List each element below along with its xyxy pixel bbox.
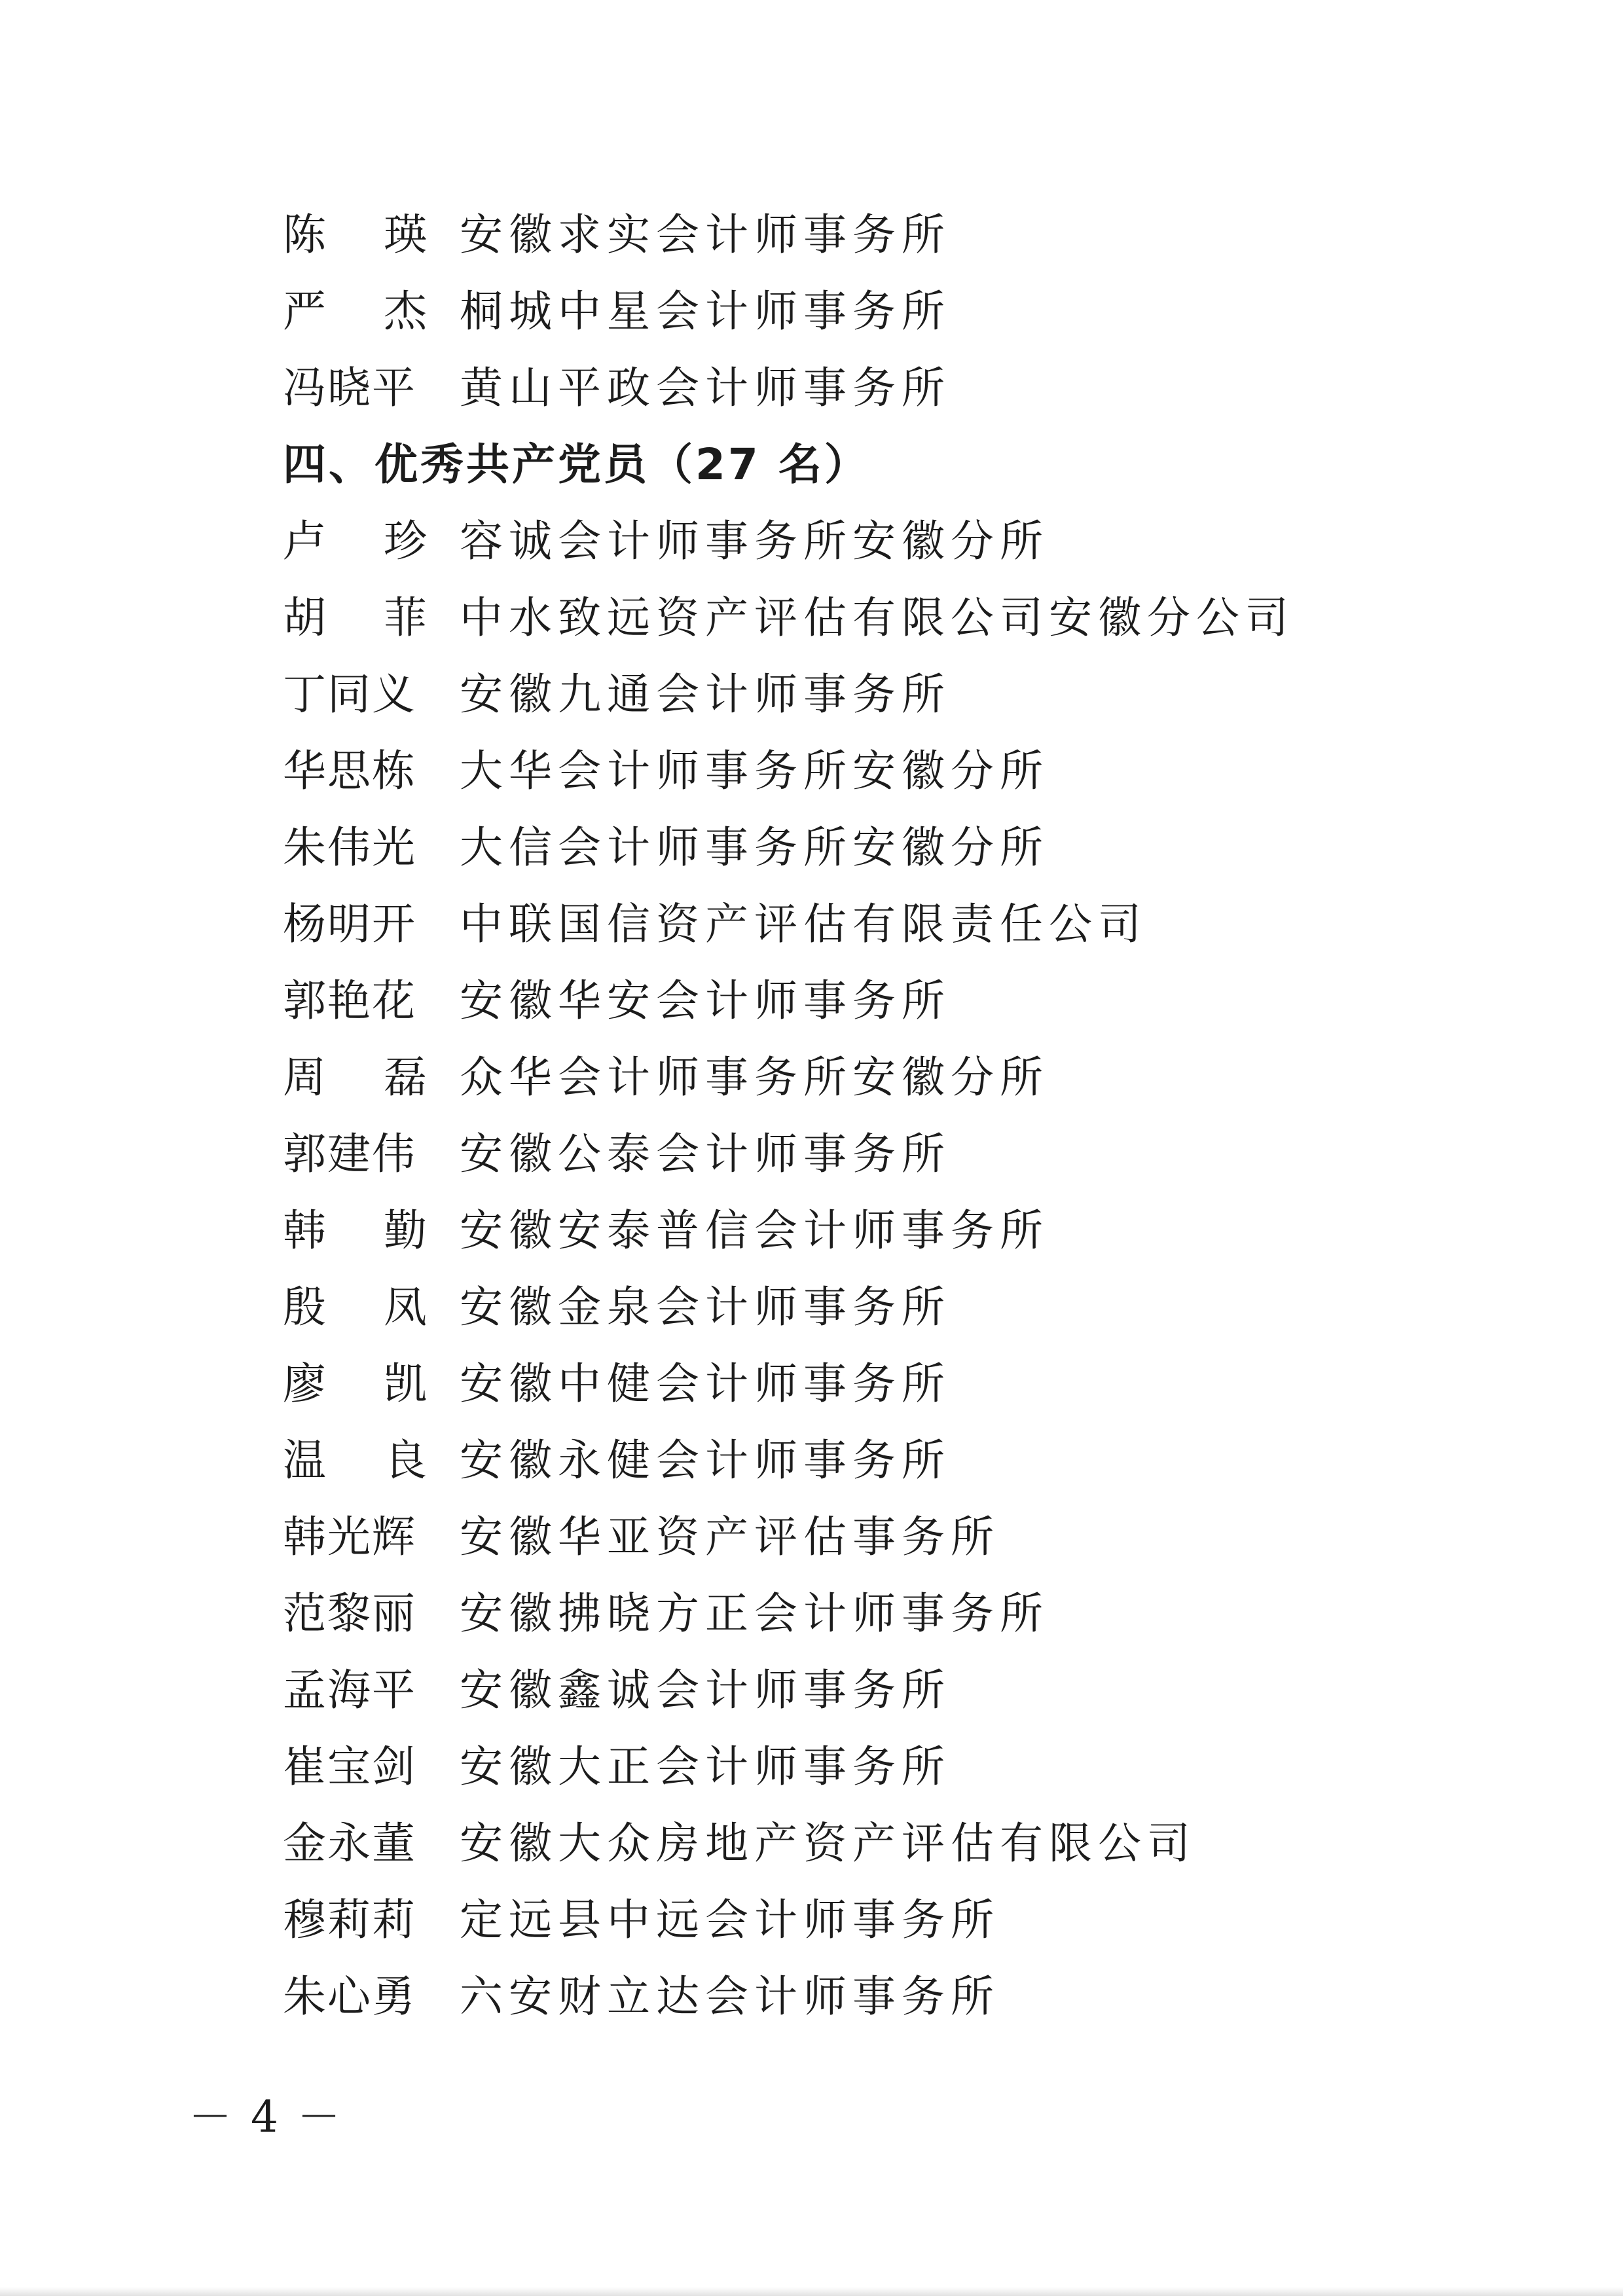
- organization-name: 安徽鑫诚会计师事务所: [460, 1665, 951, 1715]
- list-item: [283, 1039, 1559, 1116]
- list-item: [283, 350, 1559, 426]
- organization-name: 桐城中星会计师事务所: [460, 286, 951, 337]
- list-item: [283, 1499, 1559, 1575]
- person-name: 华 思 栋: [283, 746, 415, 796]
- organization-name: 安徽中健会计师事务所: [460, 1358, 951, 1409]
- list-item: [283, 1422, 1559, 1499]
- list-item: [283, 1575, 1559, 1652]
- person-name: 胡 菲: [283, 592, 427, 643]
- organization-name: 安徽安泰普信会计师事务所: [460, 1205, 1049, 1256]
- person-name: 朱 心 勇: [283, 1971, 415, 2022]
- person-name: 朱 伟 光: [283, 822, 415, 873]
- person-name: 陈 瑛: [283, 210, 427, 260]
- organization-name: 中水致远资产评估有限公司安徽分公司: [460, 592, 1294, 643]
- person-name: 丁 同 义: [283, 669, 415, 720]
- list-item: [283, 656, 1559, 733]
- list-item: [283, 579, 1559, 656]
- organization-name: 大信会计师事务所安徽分所: [460, 822, 1049, 873]
- list-item: [283, 1345, 1559, 1422]
- organization-name: 六安财立达会计师事务所: [460, 1971, 1000, 2022]
- person-name: 郭 建 伟: [283, 1129, 415, 1179]
- person-name: 金 永 董: [283, 1818, 415, 1868]
- list-item: [283, 733, 1559, 809]
- person-name: 殷 凤: [283, 1282, 427, 1332]
- list-item: [283, 196, 1559, 273]
- organization-name: 安徽金泉会计师事务所: [460, 1282, 951, 1332]
- person-name: 严 杰: [283, 286, 427, 337]
- organization-name: 安徽拂晓方正会计师事务所: [460, 1588, 1049, 1639]
- list-item: [283, 273, 1559, 350]
- list-item: [283, 1269, 1559, 1345]
- person-name: 郭 艳 花: [283, 975, 415, 1026]
- list-item: [283, 1652, 1559, 1728]
- organization-name: 安徽华亚资产评估事务所: [460, 1512, 1000, 1562]
- person-name: 温 良: [283, 1435, 427, 1485]
- list-item: [283, 1882, 1559, 1958]
- list-item: [283, 503, 1559, 579]
- organization-name: 定远县中远会计师事务所: [460, 1895, 1000, 1945]
- list-item: [283, 1192, 1559, 1269]
- person-name: 孟 海 平: [283, 1665, 415, 1715]
- list-item: [283, 1958, 1559, 2035]
- person-name: 范 黎 丽: [283, 1588, 415, 1639]
- list-item: [283, 809, 1559, 886]
- organization-name: 安徽大众房地产资产评估有限公司: [460, 1818, 1196, 1868]
- list-item: [283, 962, 1559, 1039]
- organization-name: 众华会计师事务所安徽分所: [460, 1052, 1049, 1102]
- page-number: － 4 －: [189, 2092, 343, 2142]
- person-name: 杨 明 开: [283, 899, 415, 949]
- organization-name: 安徽公泰会计师事务所: [460, 1129, 951, 1179]
- organization-name: 黄山平政会计师事务所: [460, 363, 951, 413]
- list-item: [283, 1728, 1559, 1805]
- section-heading: 四、优秀共产党员（27 名）: [283, 439, 870, 490]
- person-name: 廖 凯: [283, 1358, 427, 1409]
- list-item: [283, 1805, 1559, 1882]
- person-name: 崔 宝 剑: [283, 1741, 415, 1792]
- honoree-list: [283, 196, 1559, 2035]
- organization-name: 容诚会计师事务所安徽分所: [460, 516, 1049, 566]
- organization-name: 安徽求实会计师事务所: [460, 210, 951, 260]
- organization-name: 安徽大正会计师事务所: [460, 1741, 951, 1792]
- person-name: 穆 莉 莉: [283, 1895, 415, 1945]
- person-name: 卢 珍: [283, 516, 427, 566]
- list-item: [283, 886, 1559, 962]
- list-item: [283, 1116, 1559, 1192]
- organization-name: 安徽九通会计师事务所: [460, 669, 951, 720]
- person-name: 周 磊: [283, 1052, 427, 1102]
- organization-name: 大华会计师事务所安徽分所: [460, 746, 1049, 796]
- person-name: 韩 光 辉: [283, 1512, 415, 1562]
- organization-name: 中联国信资产评估有限责任公司: [460, 899, 1147, 949]
- person-name: 冯 晓 平: [283, 363, 415, 413]
- person-name: 韩 勤: [283, 1205, 427, 1256]
- organization-name: 安徽华安会计师事务所: [460, 975, 951, 1026]
- organization-name: 安徽永健会计师事务所: [460, 1435, 951, 1485]
- scan-edge: [0, 2287, 1623, 2296]
